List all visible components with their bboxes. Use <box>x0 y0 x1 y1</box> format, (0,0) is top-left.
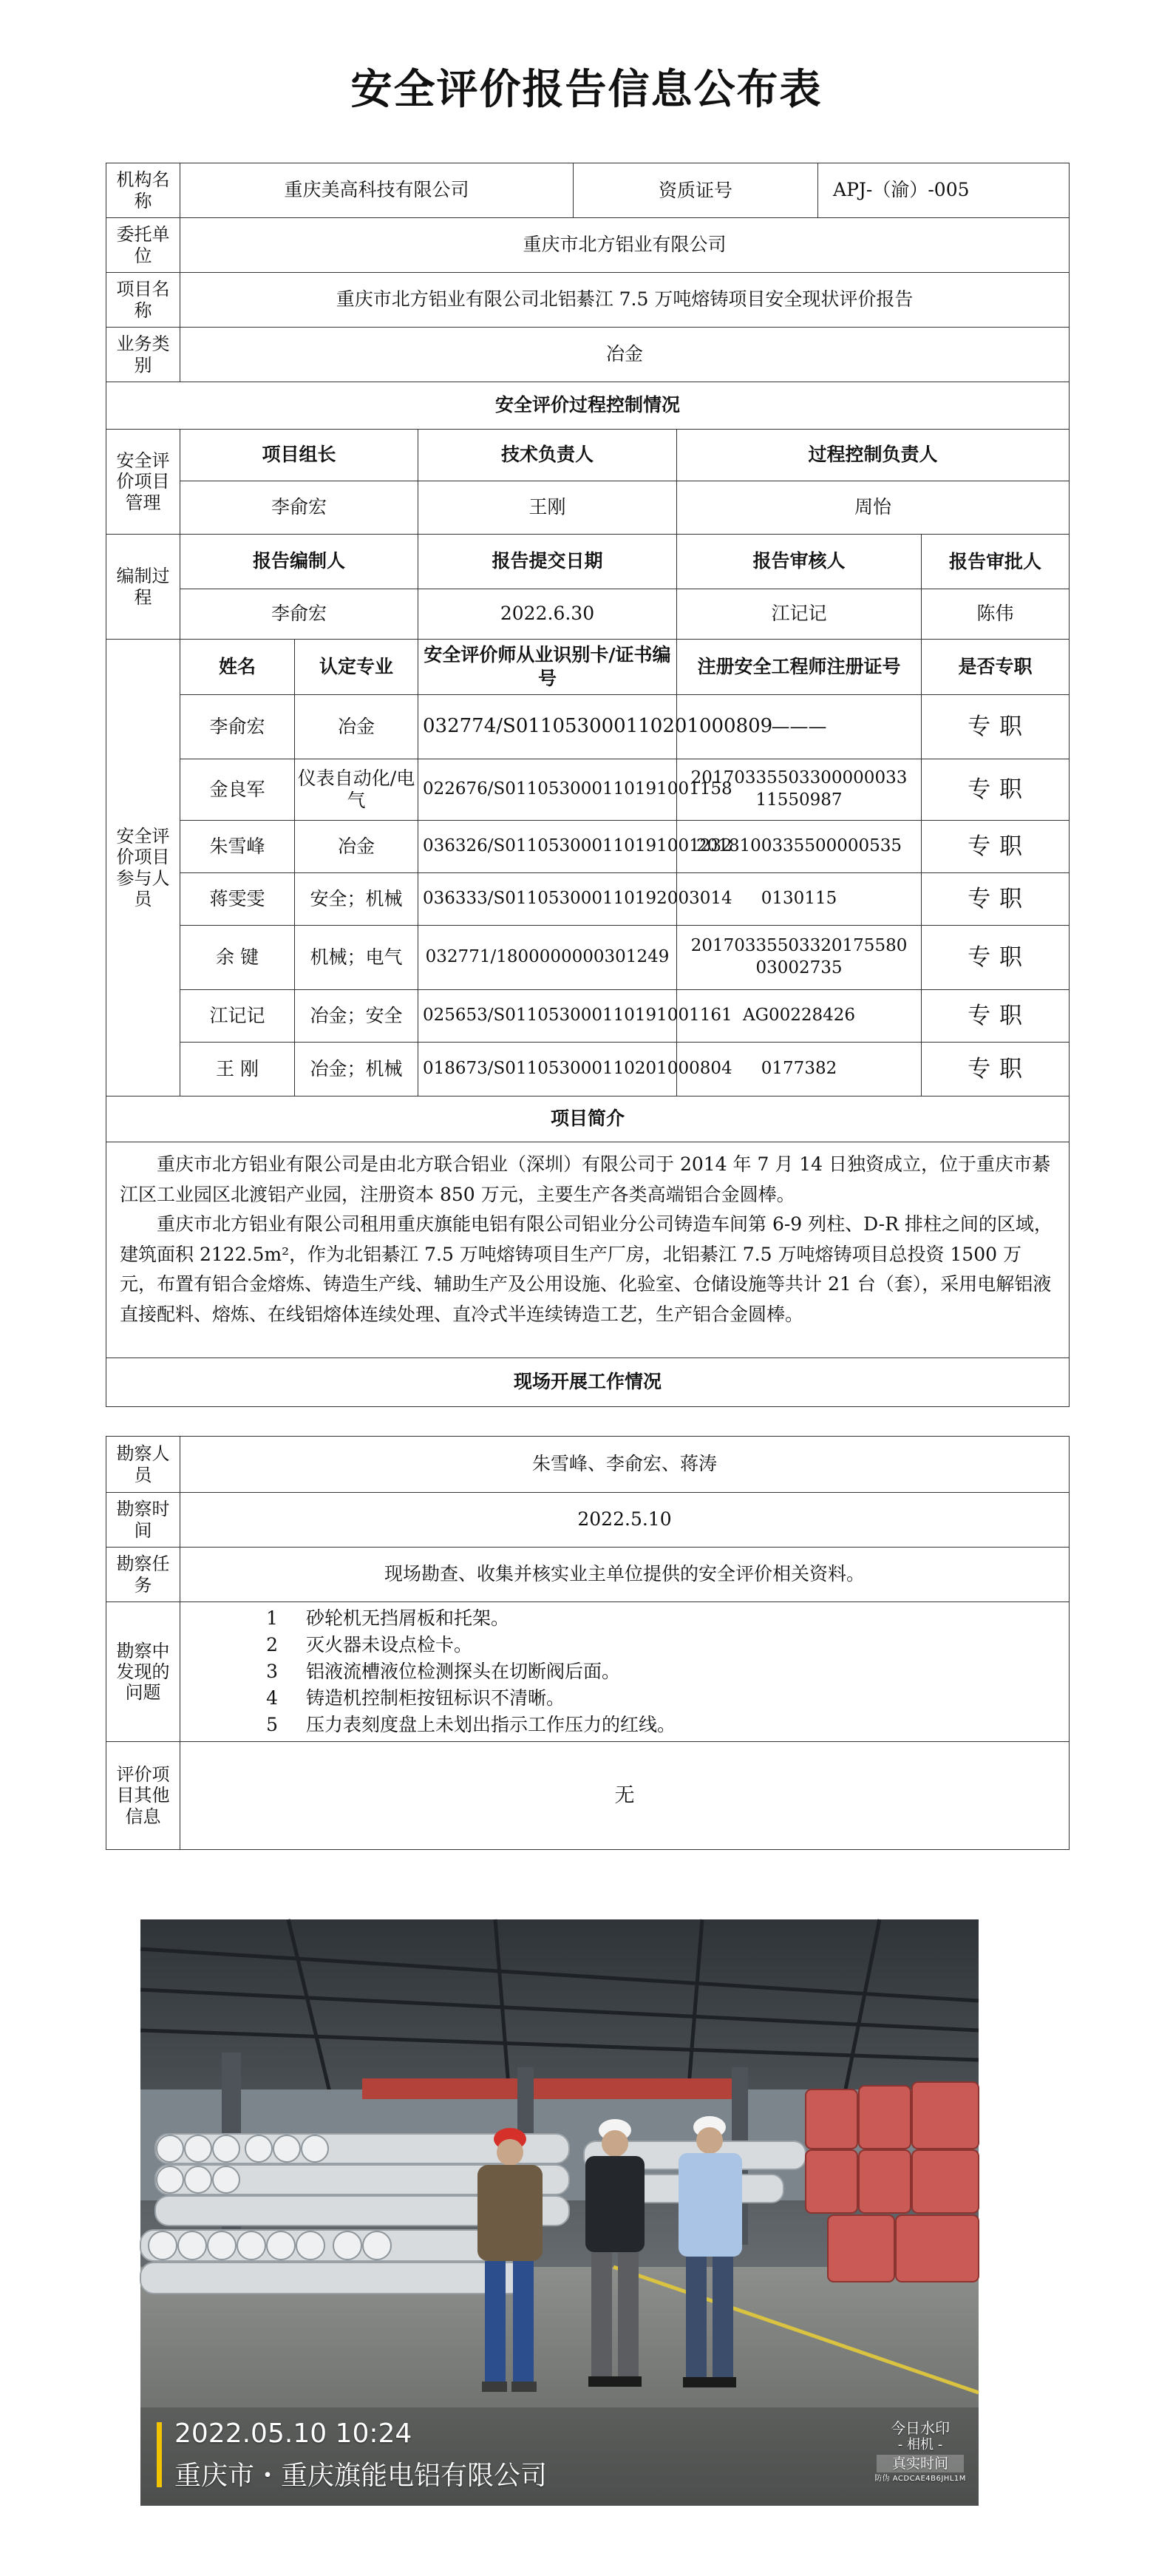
staff-cell-split <box>180 759 418 821</box>
other-info-label: 评价项目其他信息 <box>106 1742 180 1850</box>
org-name-label: 机构名称 <box>106 163 180 218</box>
tech-header: 技术负责人 <box>418 430 677 481</box>
staff-card: 032774/S011053000110201000809 <box>418 695 677 759</box>
staff-card: 022676/S011053000110191001158 <box>418 759 677 821</box>
staff-cell-split <box>180 990 418 1043</box>
staff-cell-split <box>180 1043 418 1097</box>
staff-full: 专 职 <box>922 695 1070 759</box>
table-row <box>106 821 1070 873</box>
survey-people: 朱雪峰、李俞宏、蒋涛 <box>180 1437 1070 1493</box>
watermark-line2: - 相机 - <box>897 2437 943 2453</box>
client-label: 委托单位 <box>106 218 180 273</box>
staff-card: 036326/S011053000110191001232 <box>418 821 677 873</box>
intro-paragraph-2: 重庆市北方铝业有限公司租用重庆旗能电铝有限公司铝业分公司铸造车间第 6-9 列柱、D-R 排柱之间的区域，建筑面积 2122.5m²，作为北铝綦江 7.5 万吨熔铸项目生产厂房，北铝綦江 7.5 万吨熔铸项目总投资 1500 万元，布置有铝合金熔炼、铸造生产线、辅助生产及公用设施、化验室、仓储设施等共计 21 台（套），采用电解铝液直接配料、熔炼、在线铝熔体连续处理、直冷式半连续铸造工艺，生产铝合金圆棒。 <box>120 1213 1053 1325</box>
staff-cell-split <box>180 926 418 990</box>
staff-card: 032771/1800000000301249 <box>418 926 677 990</box>
issue-text: 铝液流槽液位检测探头在切断阀后面。 <box>306 1661 621 1682</box>
site-table <box>106 1436 1070 1850</box>
issue-number: 1 <box>266 1607 278 1629</box>
watermark-line3: 真实时间 <box>877 2455 964 2472</box>
page-title: 安全评价报告信息公布表 <box>350 66 823 114</box>
leader-name: 李俞宏 <box>180 481 418 535</box>
survey-task-label: 勘察任务 <box>106 1548 180 1602</box>
staff-header-full: 是否专职 <box>922 640 1070 695</box>
staff-full: 专 职 <box>922 1043 1070 1097</box>
staff-header-split <box>180 640 418 695</box>
leader-header: 项目组长 <box>180 430 418 481</box>
staff-cell-split <box>180 695 418 759</box>
intro-body <box>106 1142 1070 1358</box>
staff-major: 冶金；机械 <box>310 1057 403 1079</box>
info-table <box>106 163 1070 1407</box>
watermark-code: 防伪 ACDCAE4B6JHL1M <box>874 2475 966 2483</box>
staff-reg: ——— <box>677 695 922 759</box>
staff-name: 蒋雯雯 <box>180 873 295 925</box>
issues-list <box>180 1602 1070 1742</box>
staff-major: 安全；机械 <box>310 887 403 909</box>
survey-time-label: 勘察时间 <box>106 1493 180 1548</box>
survey-task: 现场勘查、收集并核实业主单位提供的安全评价相关资料。 <box>180 1548 1070 1602</box>
issue-text: 压力表刻度盘上未划出指示工作压力的红线。 <box>306 1714 676 1735</box>
issue-text: 铸造机控制柜按钮标识不清晰。 <box>306 1687 565 1709</box>
staff-label: 安全评价项目参与人员 <box>106 640 180 1097</box>
photo-timestamp: 2022.05.10 10:24 <box>174 2419 412 2449</box>
staff-major: 冶金 <box>337 835 375 857</box>
staff-reg: AG00228426 <box>677 990 922 1043</box>
staff-card: 018673/S011053000110201000804 <box>418 1043 677 1097</box>
staff-header-name: 姓名 <box>180 640 295 694</box>
staff-header-card: 安全评价师从业识别卡/证书编号 <box>418 640 677 695</box>
staff-name: 金良军 <box>180 759 295 820</box>
staff-reg: 0130115 <box>677 873 922 926</box>
date-header: 报告提交日期 <box>418 535 677 589</box>
staff-full: 专 职 <box>922 759 1070 821</box>
staff-reg: 2018100335500000535 <box>677 821 922 873</box>
intro-title: 项目简介 <box>106 1097 1070 1142</box>
staff-major: 仪表自动化/电气 <box>297 767 415 811</box>
author-header: 报告编制人 <box>180 535 418 589</box>
issue-number: 4 <box>266 1687 278 1709</box>
staff-cell-split <box>180 821 418 873</box>
compile-label: 编制过程 <box>106 535 180 640</box>
list-item <box>180 1712 1069 1738</box>
project-label: 项目名称 <box>106 273 180 328</box>
site-photo <box>140 1919 979 2506</box>
staff-header-major: 认定专业 <box>319 655 393 677</box>
table-row <box>106 759 1070 821</box>
staff-full: 专 职 <box>922 926 1070 990</box>
issue-text: 灭火器未设点检卡。 <box>306 1634 473 1655</box>
issues-label: 勘察中发现的问题 <box>106 1602 180 1742</box>
staff-full: 专 职 <box>922 821 1070 873</box>
process-section-title: 安全评价过程控制情况 <box>106 382 1070 430</box>
staff-reg: 20170335503320175580 03002735 <box>677 926 922 990</box>
category: 冶金 <box>180 328 1070 382</box>
survey-people-label: 勘察人员 <box>106 1437 180 1493</box>
other-info: 无 <box>180 1742 1070 1850</box>
issue-number: 5 <box>266 1714 278 1735</box>
staff-reg: 0177382 <box>677 1043 922 1097</box>
submit-date: 2022.6.30 <box>418 589 677 640</box>
cert-number: APJ-（渝）-005 <box>818 163 1070 218</box>
staff-full: 专 职 <box>922 873 1070 926</box>
mgmt-label: 安全评价项目管理 <box>106 430 180 535</box>
staff-name: 朱雪峰 <box>180 821 295 872</box>
cert-label: 资质证号 <box>574 163 818 218</box>
staff-name: 余 键 <box>180 926 295 989</box>
table-row <box>106 1043 1070 1097</box>
staff-header-reg: 注册安全工程师注册证号 <box>677 640 922 695</box>
staff-full: 专 职 <box>922 990 1070 1043</box>
timestamp-bar <box>157 2422 162 2487</box>
staff-reg: 20170335503300000033 11550987 <box>677 759 922 821</box>
staff-major: 冶金 <box>337 715 375 737</box>
photo-location: 重庆市・重庆旗能电铝有限公司 <box>174 2461 548 2491</box>
staff-card: 025653/S011053000110191001161 <box>418 990 677 1043</box>
staff-name: 李俞宏 <box>180 695 295 759</box>
reviewer-name: 江记记 <box>677 589 922 640</box>
issue-number: 2 <box>266 1634 278 1655</box>
approver-name: 陈伟 <box>922 589 1070 640</box>
list-item <box>180 1658 1069 1685</box>
ctrl-name: 周怡 <box>677 481 1070 535</box>
survey-time: 2022.5.10 <box>180 1493 1070 1548</box>
staff-major: 机械；电气 <box>310 946 403 968</box>
watermark-line1: 今日水印 <box>891 2419 950 2437</box>
ctrl-header: 过程控制负责人 <box>677 430 1070 481</box>
site-section-title: 现场开展工作情况 <box>106 1358 1070 1407</box>
author-name: 李俞宏 <box>180 589 418 640</box>
tech-name: 王刚 <box>418 481 677 535</box>
approver-header: 报告审批人 <box>922 535 1070 589</box>
table-row <box>106 873 1070 926</box>
list-item <box>180 1632 1069 1658</box>
staff-name: 江记记 <box>180 990 295 1042</box>
staff-name: 王 刚 <box>180 1043 295 1096</box>
table-row <box>106 990 1070 1043</box>
list-item <box>180 1605 1069 1632</box>
intro-paragraph-1: 重庆市北方铝业有限公司是由北方联合铝业（深圳）有限公司于 2014 年 7 月 14 日独资成立，位于重庆市綦江区工业园区北渡铝产业园，注册资本 850 万元，主要生产各类高端铝合金圆棒。 <box>120 1153 1051 1205</box>
project-name: 重庆市北方铝业有限公司北铝綦江 7.5 万吨熔铸项目安全现状评价报告 <box>180 273 1070 328</box>
watermark-logo <box>872 2419 968 2484</box>
category-label: 业务类别 <box>106 328 180 382</box>
reviewer-header: 报告审核人 <box>677 535 922 589</box>
table-row <box>106 926 1070 990</box>
staff-major: 冶金；安全 <box>310 1004 403 1026</box>
list-item <box>180 1685 1069 1712</box>
staff-cell-split <box>180 873 418 926</box>
client-name: 重庆市北方铝业有限公司 <box>180 218 1070 273</box>
org-name: 重庆美高科技有限公司 <box>180 163 574 218</box>
table-row <box>106 695 1070 759</box>
staff-card: 036333/S011053000110192003014 <box>418 873 677 926</box>
issue-text: 砂轮机无挡屑板和托架。 <box>306 1607 510 1629</box>
issue-number: 3 <box>266 1661 278 1682</box>
